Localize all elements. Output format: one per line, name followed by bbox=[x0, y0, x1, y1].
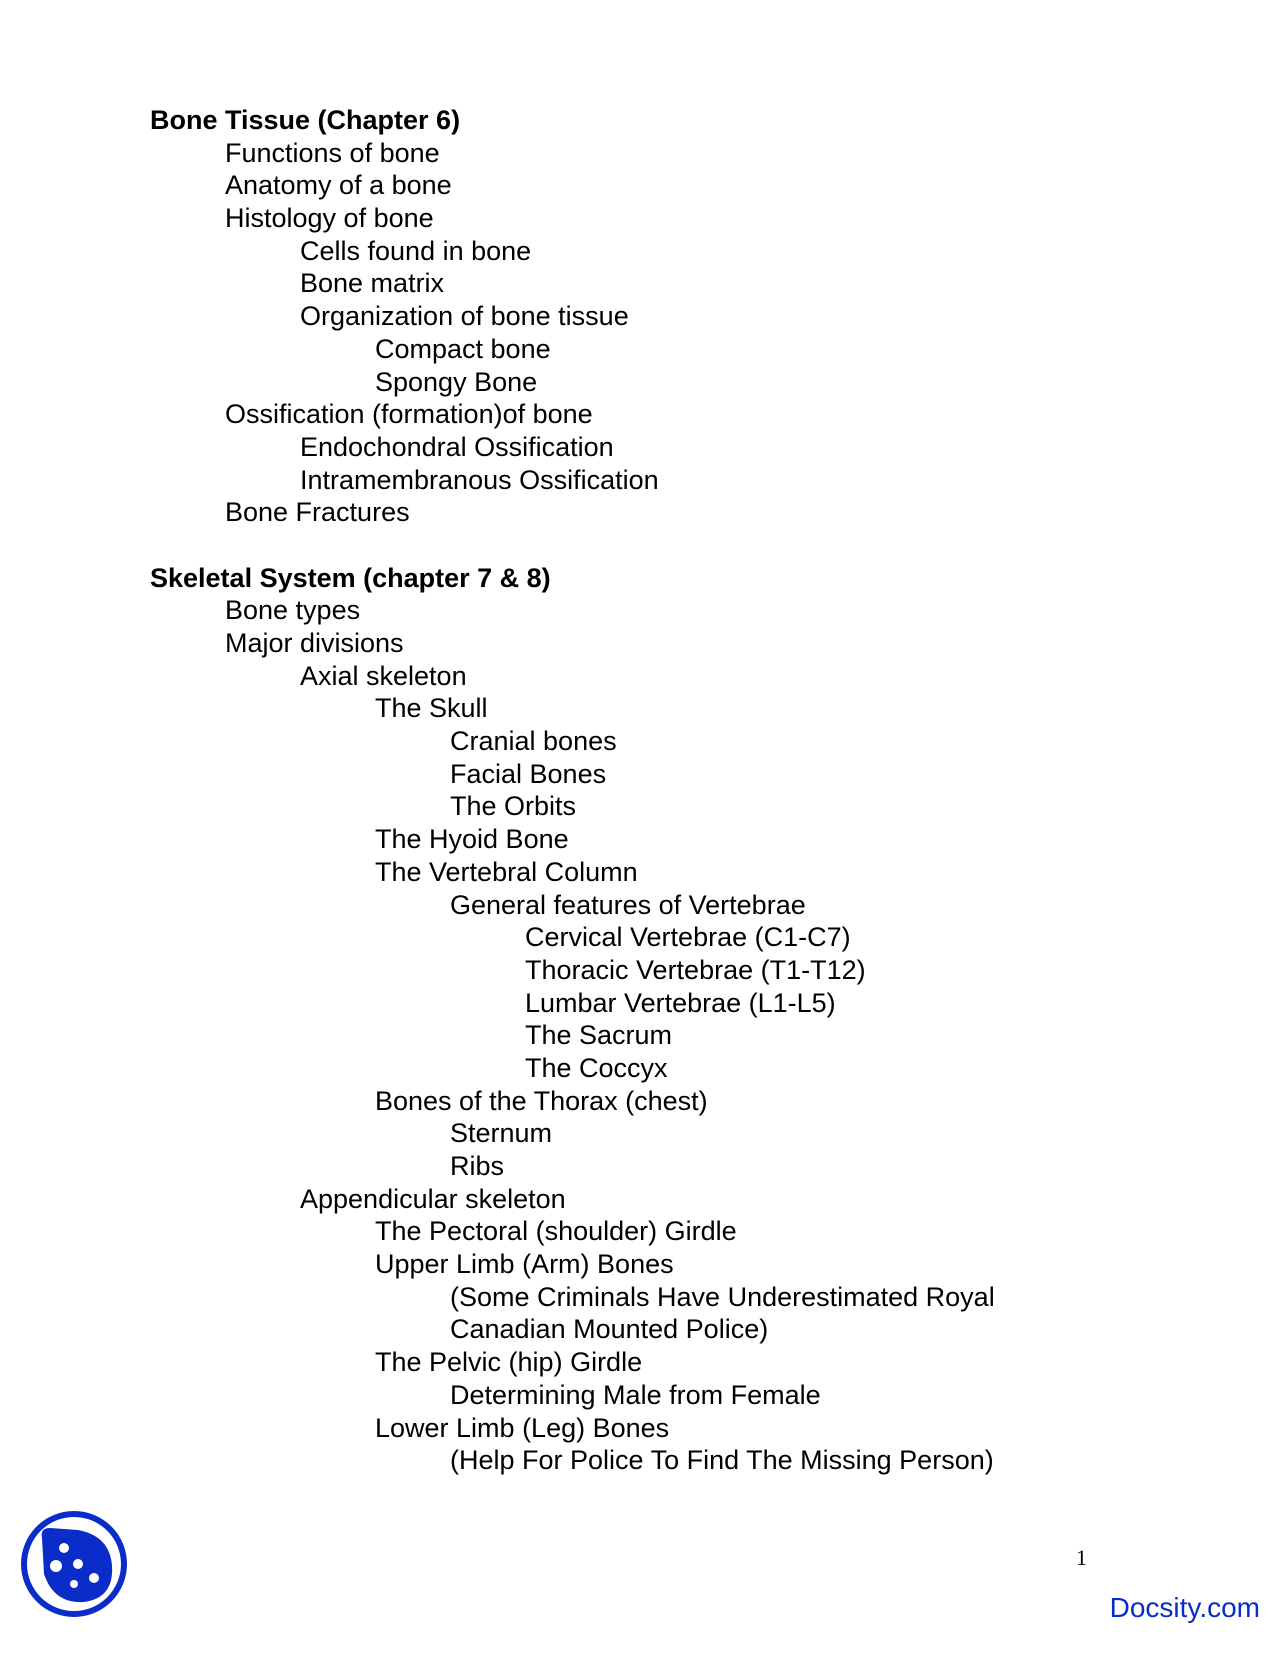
outline-item: The Vertebral Column bbox=[375, 856, 638, 887]
page-number: 1 bbox=[1076, 1545, 1087, 1570]
outline-item: Appendicular skeleton bbox=[300, 1183, 566, 1214]
outline-item: Endochondral Ossification bbox=[300, 431, 614, 462]
outline-item: The Coccyx bbox=[525, 1052, 668, 1083]
outline-item: Functions of bone bbox=[225, 137, 440, 168]
outline-item: Cells found in bone bbox=[300, 235, 532, 266]
outline-item: Lumbar Vertebrae (L1-L5) bbox=[525, 987, 836, 1018]
outline-item: The Hyoid Bone bbox=[375, 824, 569, 855]
outline-heading: Skeletal System (chapter 7 & 8) bbox=[150, 562, 551, 593]
docsity-brand-link[interactable]: Docsity.com bbox=[1109, 1592, 1260, 1623]
outline-item: (Some Criminals Have Underestimated Royal bbox=[450, 1281, 995, 1312]
outline-item: Lower Limb (Leg) Bones bbox=[375, 1412, 670, 1443]
outline-item: General features of Vertebrae bbox=[450, 889, 806, 920]
outline-item: The Orbits bbox=[450, 791, 577, 822]
outline-item: Compact bone bbox=[375, 333, 551, 364]
outline-item: Facial Bones bbox=[450, 758, 607, 789]
outline-item: Canadian Mounted Police) bbox=[450, 1314, 769, 1345]
outline-item: The Skull bbox=[375, 693, 488, 724]
outline-item: The Sacrum bbox=[525, 1020, 673, 1051]
outline-item: Organization of bone tissue bbox=[300, 301, 629, 332]
outline-item: Determining Male from Female bbox=[450, 1379, 821, 1410]
outline-item: Upper Limb (Arm) Bones bbox=[375, 1249, 674, 1280]
logo-svg bbox=[18, 1508, 130, 1620]
outline-item: Axial skeleton bbox=[300, 660, 467, 691]
outline-item: Sternum bbox=[450, 1118, 553, 1149]
outline-item: Bones of the Thorax (chest) bbox=[375, 1085, 708, 1116]
outline-item: The Pectoral (shoulder) Girdle bbox=[375, 1216, 737, 1247]
outline-item: Intramembranous Ossification bbox=[300, 464, 659, 495]
outline-item: Histology of bone bbox=[225, 203, 434, 234]
outline-item: Bone matrix bbox=[300, 268, 445, 299]
outline-item: Spongy Bone bbox=[375, 366, 538, 397]
outline-list bbox=[150, 104, 995, 1477]
outline-item: Cranial bones bbox=[450, 726, 617, 757]
outline-spacer bbox=[150, 529, 995, 562]
outline-item: Ossification (formation)of bone bbox=[225, 399, 593, 430]
outline-item: Major divisions bbox=[225, 628, 404, 658]
outline-heading: Bone Tissue (Chapter 6) bbox=[150, 105, 461, 135]
outline-item: Bone types bbox=[225, 595, 361, 626]
outline-item: Bone Fractures bbox=[225, 497, 410, 528]
outline-item: Ribs bbox=[450, 1151, 505, 1181]
outline-item: Anatomy of a bone bbox=[225, 170, 452, 201]
docsity-logo-icon[interactable] bbox=[18, 1508, 130, 1620]
outline-item: Thoracic Vertebrae (T1-T12) bbox=[525, 954, 866, 985]
outline-item: The Pelvic (hip) Girdle bbox=[375, 1347, 643, 1378]
outline-item: (Help For Police To Find The Missing Person) bbox=[450, 1445, 994, 1476]
outline-item: Cervical Vertebrae (C1-C7) bbox=[525, 922, 851, 953]
